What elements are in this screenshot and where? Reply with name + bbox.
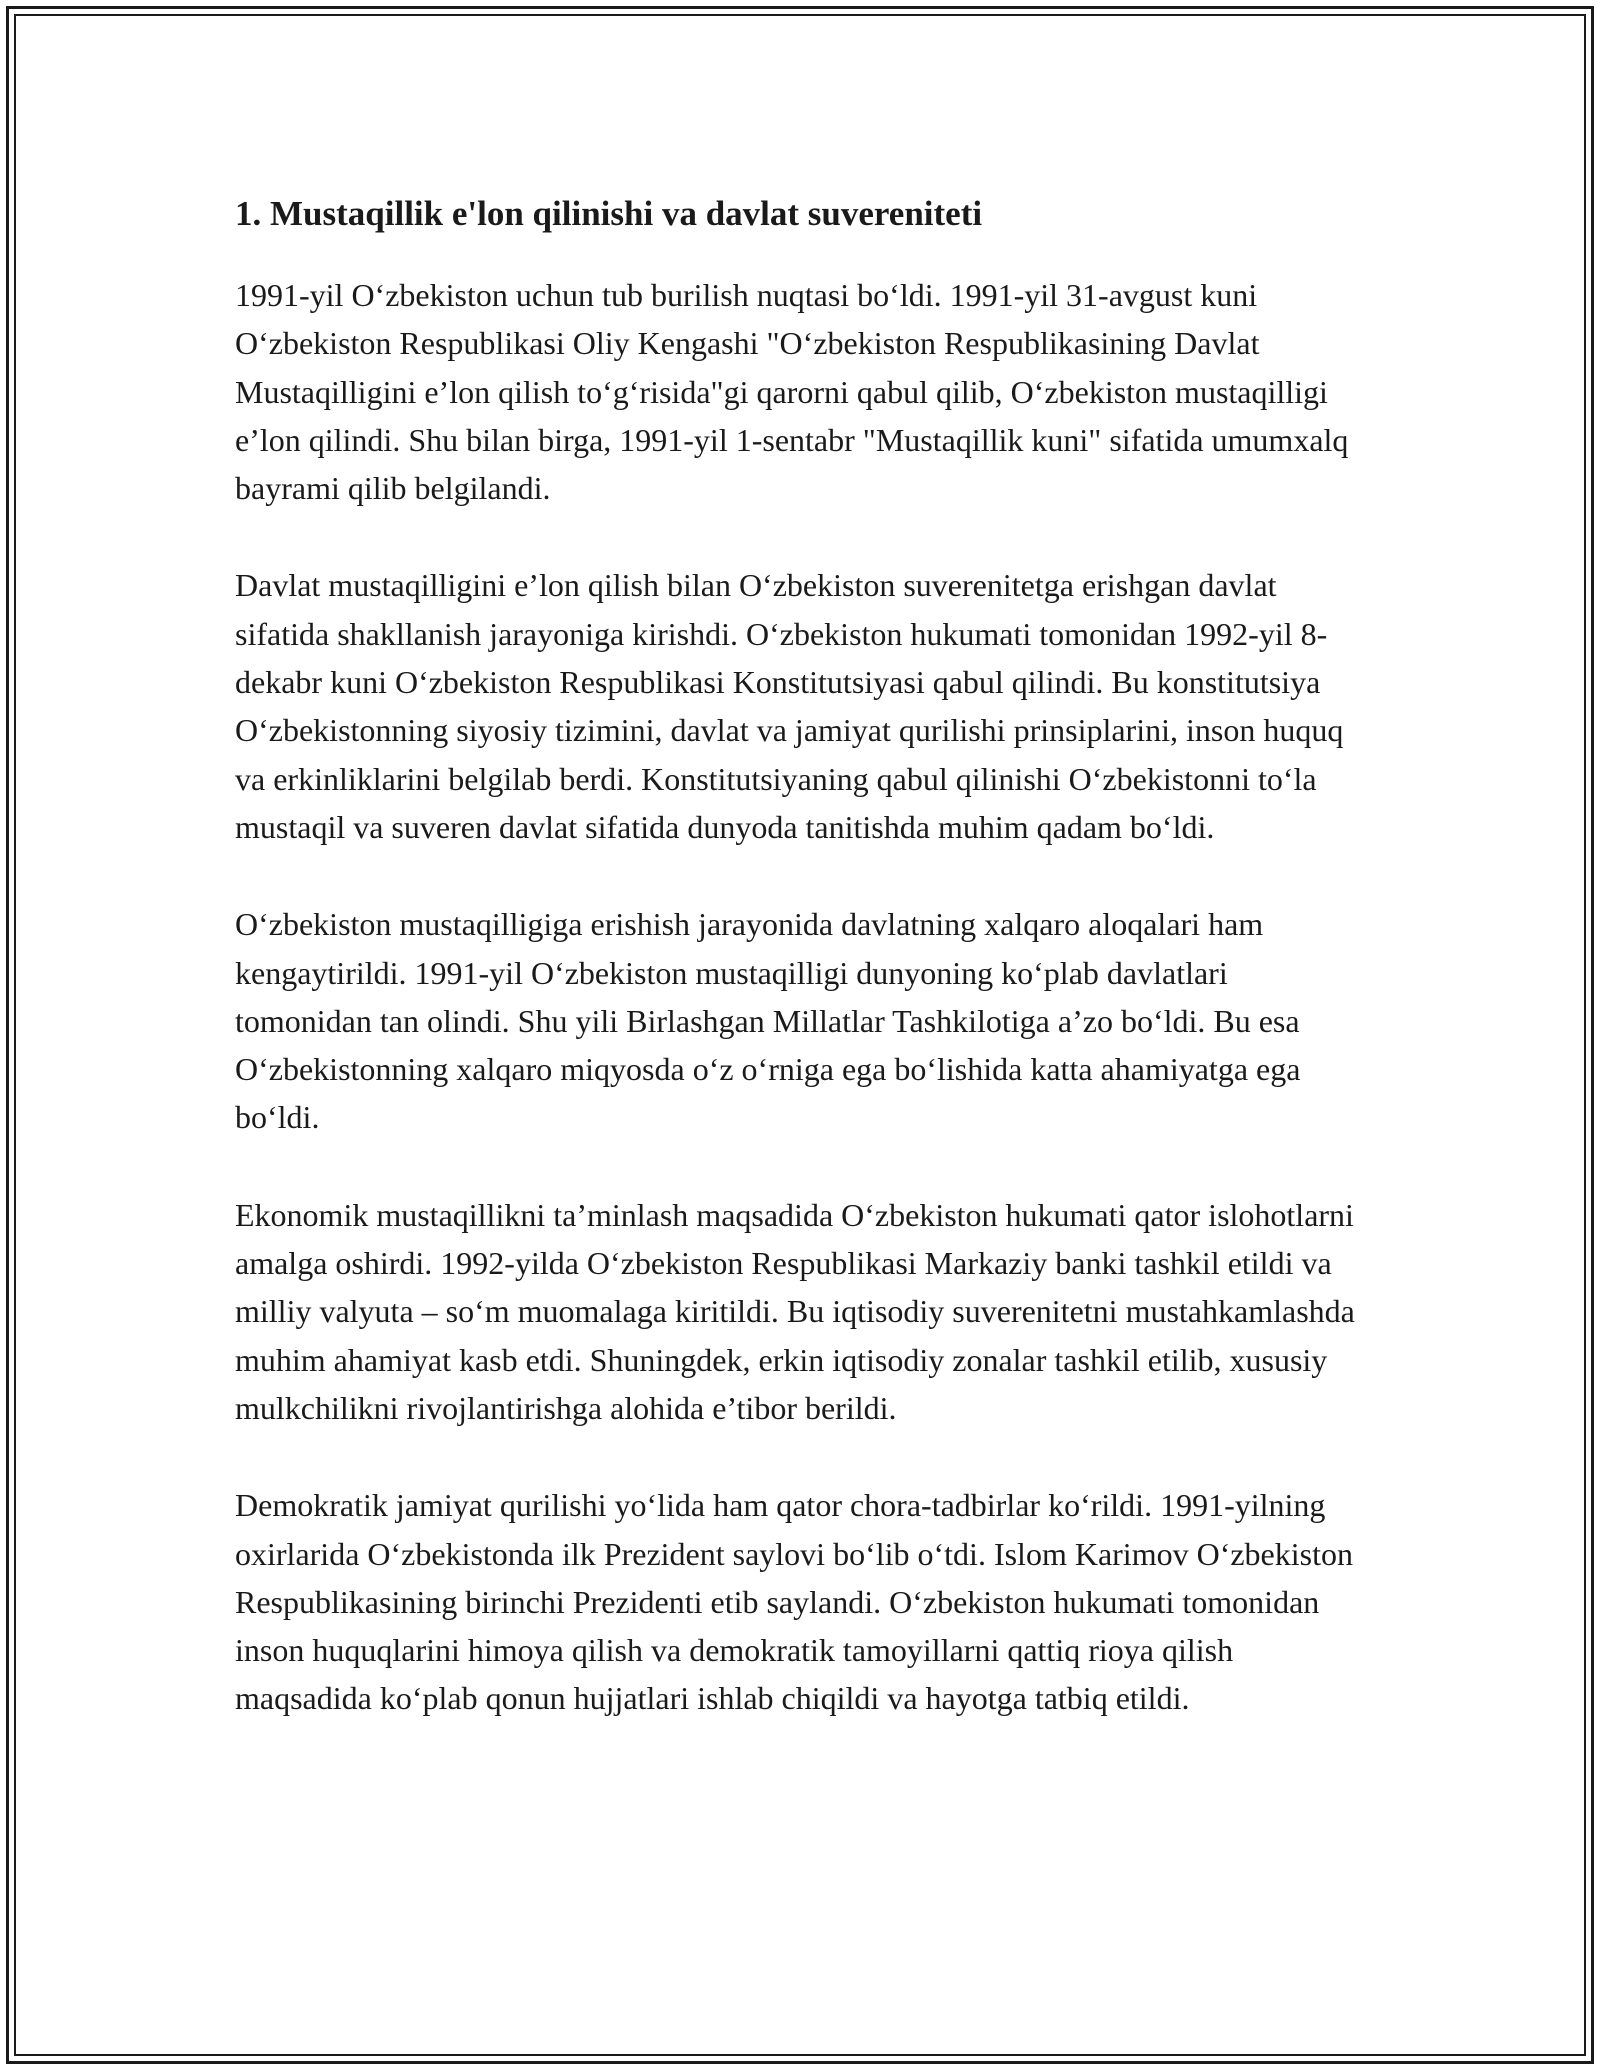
paragraph-constitution: Davlat mustaqilligini e’lon qilish bilan O‘zbekiston suverenitetga erishgan davlat sifatida shakllanish jarayoniga kirishdi. O‘zbekiston hukumati tomonidan 1992-yil 8-dekabr kuni O‘zbekiston Respublikasi Konstitutsiyasi qabul qilindi. Bu konstitutsiya O‘zbekistonning siyosiy tizimini, davlat va jamiyat qurilishi prinsiplarini, inson huquq va erkinliklarini belgilab berdi. Konstitutsiyaning qabul qilinishi O‘zbekistonni to‘la mustaqil va suveren davlat sifatida dunyoda tanitishda muhim qadam bo‘ldi. xyxy=(235,567,1344,845)
paragraph-economic-independence: Ekonomik mustaqillikni ta’minlash maqsadida O‘zbekiston hukumati qator islohotlarni amalga oshirdi. 1992-yilda O‘zbekiston Respublikasi Markaziy banki tashkil etildi va milliy valyuta – so‘m muomalaga kiritildi. Bu iqtisodiy suverenitetni mustahkamlashda muhim ahamiyat kasb etdi. Shuningdek, erkin iqtisodiy zonalar tashkil etilib, xususiy mulkchilikni rivojlantirishga alohida e’tibor berildi. xyxy=(235,1196,1355,1426)
paragraph-independence-declaration: 1991-yil O‘zbekiston uchun tub burilish nuqtasi bo‘ldi. 1991-yil 31-avgust kuni O‘zbekiston Respublikasi Oliy Kengashi "O‘zbekiston Respublikasining Davlat Mustaqilligini e’lon qilish to‘g‘risida"gi qarorni qabul qilib, O‘zbekiston mustaqilligi e’lon qilindi. Shu bilan birga, 1991-yil 1-sentabr "Mustaqillik kuni" sifatida umumxalq bayrami qilib belgilandi. xyxy=(235,277,1349,507)
document-body xyxy=(235,190,1365,1772)
paragraph-international-relations: O‘zbekiston mustaqilligiga erishish jarayonida davlatning xalqaro aloqalari ham kengaytirildi. 1991-yil O‘zbekiston mustaqilligi dunyoning ko‘plab davlatlari tomonidan tan olindi. Shu yili Birlashgan Millatlar Tashkilotiga a’zo bo‘ldi. Bu esa O‘zbekistonning xalqaro miqyosda o‘z o‘rniga ega bo‘lishida katta ahamiyatga ega bo‘ldi. xyxy=(235,906,1301,1136)
paragraph-democratic-society: Demokratik jamiyat qurilishi yo‘lida ham qator chora-tadbirlar ko‘rildi. 1991-yilning oxirlarida O‘zbekistonda ilk Prezident saylovi bo‘lib o‘tdi. Islom Karimov O‘zbekiston Respublikasining birinchi Prezidenti etib saylandi. O‘zbekiston hukumati tomonidan inson huquqlarini himoya qilish va demokratik tamoyillarni qattiq rioya qilish maqsadida ko‘plab qonun hujjatlari ishlab chiqildi va hayotga tatbiq etildi. xyxy=(235,1487,1353,1717)
section-title: 1. Mustaqillik e'lon qilinishi va davlat suvereniteti xyxy=(235,194,983,233)
